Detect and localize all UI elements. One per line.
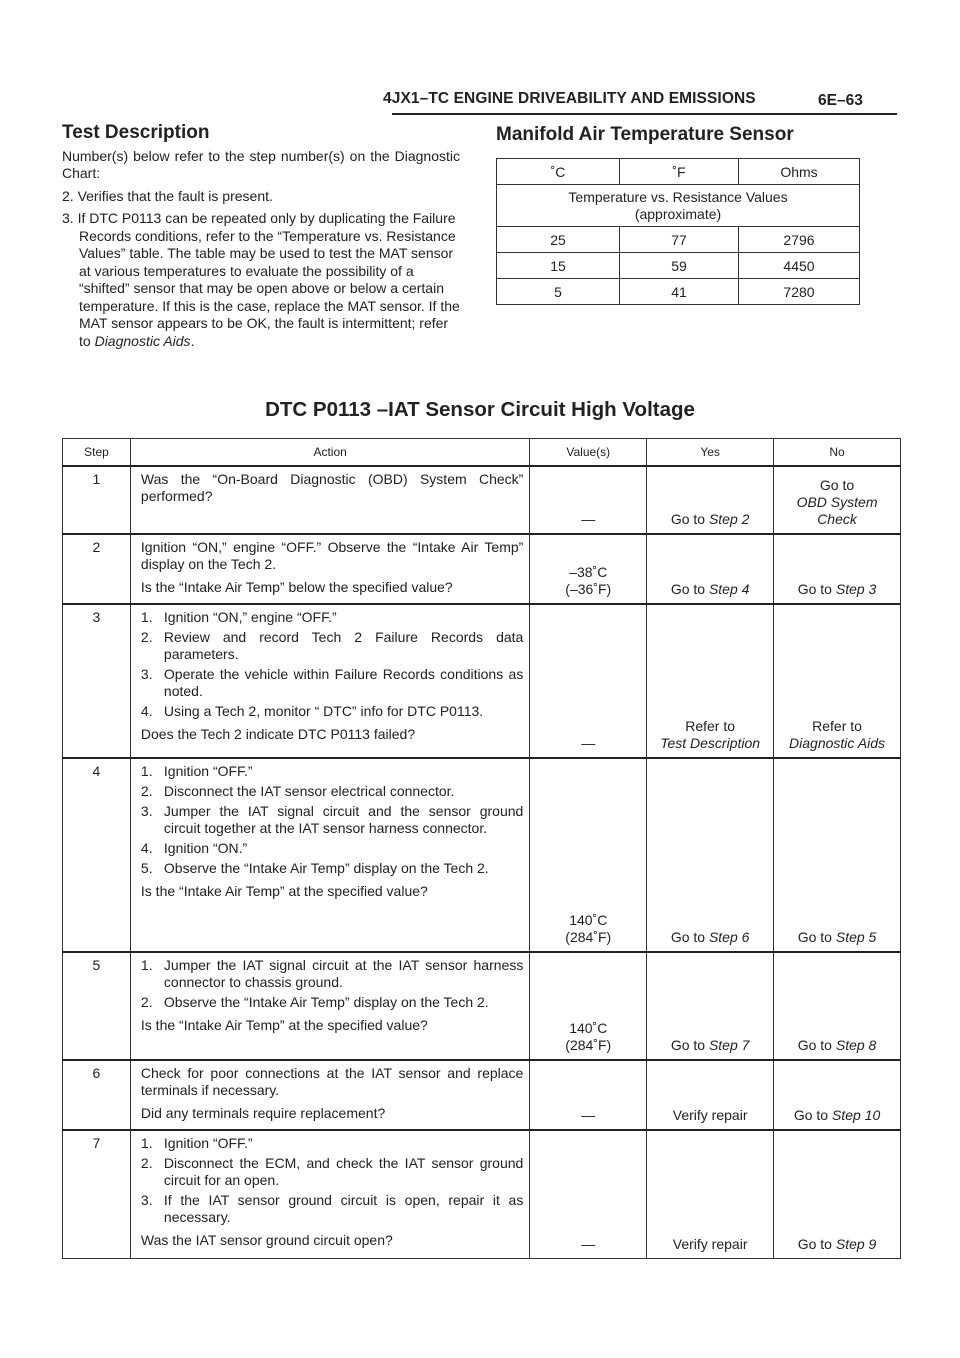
action-text: Check for poor connections at the IAT sensor and replace terminals if necessary. bbox=[140, 1065, 524, 1098]
action-item bbox=[141, 994, 523, 1011]
action-item bbox=[141, 1192, 523, 1226]
cell: 25 bbox=[497, 227, 620, 253]
header-step: Step bbox=[63, 439, 131, 467]
header-action: Action bbox=[130, 439, 529, 467]
mat-sensor-section bbox=[496, 124, 860, 305]
item-text: Ignition “ON.” bbox=[163, 840, 248, 856]
item-text: Review and record Tech 2 Failure Records data parameters. bbox=[163, 629, 524, 662]
no-text: Go to bbox=[819, 477, 855, 493]
cell: 59 bbox=[620, 253, 739, 279]
cell: 41 bbox=[620, 279, 739, 305]
value-line: (284˚F) bbox=[565, 929, 612, 945]
item-text: Operate the vehicle within Failure Records conditions as noted. bbox=[163, 666, 524, 699]
no-ref: Step 8 bbox=[835, 1037, 877, 1053]
item-text: Ignition “OFF.” bbox=[163, 763, 253, 779]
mat-sensor-heading: Manifold Air Temperature Sensor bbox=[496, 124, 794, 145]
no-cell bbox=[774, 1060, 901, 1130]
no-text: Go to bbox=[797, 1235, 836, 1252]
test-description bbox=[62, 124, 460, 350]
value-line: — bbox=[581, 1107, 596, 1123]
yes-cell bbox=[647, 534, 774, 604]
action-cell bbox=[130, 1130, 529, 1258]
item-text: Disconnect the ECM, and check the IAT sensor ground circuit for an open. bbox=[163, 1155, 524, 1188]
value-line: — bbox=[581, 1235, 596, 1252]
item-number: 2. bbox=[140, 783, 153, 799]
value-cell bbox=[530, 1130, 647, 1258]
yes-cell bbox=[647, 466, 774, 534]
header-yes: Yes bbox=[647, 439, 774, 467]
test-description-heading: Test Description bbox=[62, 122, 210, 143]
dtc-table bbox=[62, 438, 901, 1259]
no-cell bbox=[774, 466, 901, 534]
value-line: (284˚F) bbox=[565, 1037, 612, 1053]
header-values: Value(s) bbox=[530, 439, 647, 467]
header-no: No bbox=[774, 439, 901, 467]
step-number: 5 bbox=[63, 952, 131, 1060]
action-item bbox=[141, 1135, 523, 1152]
value-cell bbox=[530, 534, 647, 604]
step-row-4 bbox=[63, 758, 901, 952]
step-number: 7 bbox=[63, 1130, 131, 1258]
action-question: Did any terminals require replacement? bbox=[140, 1105, 386, 1121]
action-item bbox=[141, 703, 523, 720]
item-text: If the IAT sensor ground circuit is open, repair it as necessary. bbox=[163, 1192, 524, 1225]
item-number: 1. bbox=[140, 763, 153, 779]
yes-cell bbox=[647, 952, 774, 1060]
yes-text: Go to bbox=[670, 929, 709, 945]
value-cell bbox=[530, 604, 647, 758]
subtitle-line-1: Temperature vs. Resistance Values bbox=[568, 188, 788, 205]
col-fahrenheit: ˚F bbox=[620, 159, 739, 185]
no-ref: Step 9 bbox=[835, 1235, 877, 1252]
action-question: Is the “Intake Air Temp” below the specified value? bbox=[140, 579, 453, 595]
step-number: 1 bbox=[63, 466, 131, 534]
action-item bbox=[141, 803, 523, 837]
step-row-6 bbox=[63, 1060, 901, 1130]
cell: 7280 bbox=[739, 279, 860, 305]
yes-ref: Step 7 bbox=[708, 1037, 750, 1053]
header-title: 4JX1–TC ENGINE DRIVEABILITY AND EMISSIONS bbox=[383, 90, 756, 107]
col-celsius: ˚C bbox=[497, 159, 620, 185]
action-cell bbox=[130, 952, 529, 1060]
action-item bbox=[141, 629, 523, 663]
value-line: –38˚C bbox=[569, 564, 608, 580]
value-line: (–36˚F) bbox=[565, 581, 612, 597]
value-line: 140˚C bbox=[569, 912, 608, 928]
action-item bbox=[141, 1155, 523, 1189]
yes-text: Go to bbox=[670, 511, 709, 527]
step-number: 6 bbox=[63, 1060, 131, 1130]
yes-text: Go to bbox=[670, 1037, 709, 1053]
cell: 5 bbox=[497, 279, 620, 305]
no-cell bbox=[774, 604, 901, 758]
yes-cell bbox=[647, 1060, 774, 1130]
item-3-end: . bbox=[190, 332, 195, 349]
action-item bbox=[141, 860, 523, 877]
step-row-2 bbox=[63, 534, 901, 604]
action-text: Was the “On-Board Diagnostic (OBD) System Check” performed? bbox=[140, 471, 524, 504]
diagnostic-aids-ref: Diagnostic Aids bbox=[94, 332, 191, 349]
item-text: Ignition “ON,” engine “OFF.” bbox=[163, 609, 337, 625]
item-number: 3. bbox=[140, 666, 153, 682]
value-cell bbox=[530, 952, 647, 1060]
no-ref: Step 10 bbox=[831, 1107, 881, 1123]
value-line: — bbox=[581, 735, 596, 751]
resistance-table bbox=[496, 158, 860, 305]
action-cell bbox=[130, 534, 529, 604]
item-text: Jumper the IAT signal circuit and the sensor ground circuit together at the IAT sensor harness connector. bbox=[163, 803, 524, 836]
item-number: 1. bbox=[140, 957, 153, 973]
yes-cell bbox=[647, 1130, 774, 1258]
item-text: Ignition “OFF.” bbox=[163, 1135, 253, 1151]
item-number: 4. bbox=[140, 840, 153, 856]
item-text: Disconnect the IAT sensor electrical connector. bbox=[163, 783, 455, 799]
cell: 2796 bbox=[739, 227, 860, 253]
yes-ref: Step 6 bbox=[708, 929, 750, 945]
no-text: Refer to bbox=[812, 718, 862, 734]
action-cell bbox=[130, 758, 529, 952]
item-number: 3. bbox=[140, 803, 153, 819]
no-cell bbox=[774, 534, 901, 604]
step-number: 4 bbox=[63, 758, 131, 952]
no-cell bbox=[774, 758, 901, 952]
subtitle-line-2: (approximate) bbox=[634, 205, 722, 222]
item-number: 2. bbox=[140, 994, 153, 1010]
item-number: 1. bbox=[140, 609, 153, 625]
step-row-5 bbox=[63, 952, 901, 1060]
no-text: Go to bbox=[797, 929, 836, 945]
step-row-7 bbox=[63, 1130, 901, 1258]
yes-text: Verify repair bbox=[672, 1107, 748, 1123]
table-row bbox=[497, 279, 860, 305]
item-3-text: 3. If DTC P0113 can be repeated only by duplicating the Failure Records conditions, refer to the “Temperature vs. Resistance Values” table. The table may be used to test the MAT sensor at various temperatures to evaluate the possibility of a “shifted” sensor that may be open above or below a certain temperature. If this is the case, replace the MAT sensor. If the MAT sensor appears to be OK, the fault is intermittent; refer to bbox=[62, 210, 460, 349]
yes-ref: Step 4 bbox=[708, 581, 750, 597]
action-item bbox=[141, 763, 523, 780]
item-number: 5. bbox=[140, 860, 153, 876]
yes-ref: Test Description bbox=[660, 735, 761, 751]
dtc-title: DTC P0113 –IAT Sensor Circuit High Voltage bbox=[265, 398, 695, 421]
item-number: 2. bbox=[140, 629, 153, 645]
action-item bbox=[141, 666, 523, 700]
item-number: 2. bbox=[140, 1155, 153, 1171]
step-number: 3 bbox=[63, 604, 131, 758]
yes-ref: Step 2 bbox=[708, 511, 750, 527]
no-ref: Step 5 bbox=[835, 929, 877, 945]
value-line: 140˚C bbox=[569, 1020, 608, 1036]
table-row bbox=[497, 227, 860, 253]
value-cell bbox=[530, 1060, 647, 1130]
action-item bbox=[141, 840, 523, 857]
action-text: Ignition “ON,” engine “OFF.” Observe the “Intake Air Temp” display on the Tech 2. bbox=[140, 539, 524, 572]
yes-text: Refer to bbox=[685, 718, 736, 734]
action-cell bbox=[130, 604, 529, 758]
no-ref: Diagnostic Aids bbox=[789, 735, 886, 751]
value-cell bbox=[530, 758, 647, 952]
action-question: Is the “Intake Air Temp” at the specified value? bbox=[140, 883, 428, 899]
action-item bbox=[141, 609, 523, 626]
no-ref: Step 3 bbox=[835, 581, 877, 597]
yes-cell bbox=[647, 604, 774, 758]
cell: 4450 bbox=[739, 253, 860, 279]
item-number: 1. bbox=[140, 1135, 153, 1151]
cell: 15 bbox=[497, 253, 620, 279]
test-description-intro: Number(s) below refer to the step number(s) on the Diagnostic Chart: bbox=[62, 147, 460, 181]
step-number: 2 bbox=[63, 534, 131, 604]
step-row-1 bbox=[63, 466, 901, 534]
action-cell bbox=[130, 1060, 529, 1130]
header-rule bbox=[392, 113, 897, 115]
action-question: Does the Tech 2 indicate DTC P0113 failed? bbox=[140, 726, 416, 742]
item-text: Jumper the IAT signal circuit at the IAT sensor harness connector to chassis ground. bbox=[163, 957, 524, 990]
col-ohms: Ohms bbox=[739, 159, 860, 185]
no-ref: OBD System Check bbox=[796, 494, 878, 527]
value-cell bbox=[530, 466, 647, 534]
no-text: Go to bbox=[793, 1107, 832, 1123]
item-text: Using a Tech 2, monitor “ DTC” info for DTC P0113. bbox=[163, 703, 484, 719]
action-item bbox=[141, 783, 523, 800]
yes-text: Go to bbox=[670, 581, 709, 597]
value-line: — bbox=[581, 511, 596, 527]
table-row bbox=[497, 253, 860, 279]
no-cell bbox=[774, 952, 901, 1060]
yes-cell bbox=[647, 758, 774, 952]
cell: 77 bbox=[620, 227, 739, 253]
page-number: 6E–63 bbox=[818, 92, 863, 109]
no-text: Go to bbox=[797, 581, 836, 597]
item-text: Observe the “Intake Air Temp” display on the Tech 2. bbox=[163, 994, 489, 1010]
item-number: 4. bbox=[140, 703, 153, 719]
yes-text: Verify repair bbox=[672, 1235, 748, 1252]
table-subtitle bbox=[497, 185, 860, 227]
item-text: Observe the “Intake Air Temp” display on the Tech 2. bbox=[163, 860, 489, 876]
test-description-item-2: 2. Verifies that the fault is present. bbox=[62, 187, 273, 204]
no-text: Go to bbox=[797, 1037, 836, 1053]
action-cell bbox=[130, 466, 529, 534]
step-row-3 bbox=[63, 604, 901, 758]
action-question: Is the “Intake Air Temp” at the specified value? bbox=[140, 1017, 428, 1033]
item-number: 3. bbox=[140, 1192, 153, 1208]
test-description-item-3 bbox=[62, 210, 460, 350]
action-item bbox=[141, 957, 523, 991]
action-question: Was the IAT sensor ground circuit open? bbox=[140, 1232, 393, 1248]
no-cell bbox=[774, 1130, 901, 1258]
